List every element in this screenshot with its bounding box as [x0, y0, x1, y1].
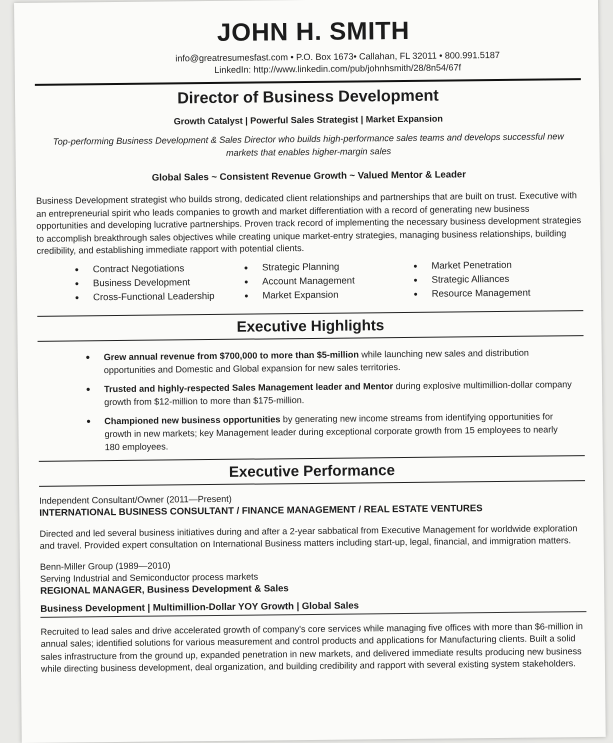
linkedin-line: LinkedIn: http://www.linkedin.com/pub/johnhsmith/28/8n54/67f	[214, 62, 462, 75]
competency-column-1	[75, 261, 245, 305]
job1-description: Directed and led several business initiatives during and after a 2-year sabbatical from Executive Management for worldwide exploration and travel. Provided expert consultation on International Business matters including start-up, legal, financial, and immigration matters.	[39, 522, 578, 551]
job1-role-dates: Independent Consultant/Owner (2011—Present)	[39, 493, 232, 506]
competency-item: • Market Penetration	[413, 258, 582, 274]
competency-item: • Contract Negotiations	[75, 261, 244, 277]
contact-info	[95, 48, 581, 77]
highlights-heading: Executive Highlights	[236, 316, 385, 336]
performance-heading: Executive Performance	[228, 461, 395, 481]
job1-title: INTERNATIONAL BUSINESS CONSULTANT / FINANCE MANAGEMENT / REAL ESTATE VENTURES	[39, 502, 483, 519]
highlight-text: by generating new income streams from identifying opportunities for growth in new markets; key Management leader during exceptional corporate growth from 15 employees to nearly 180 employees.	[104, 410, 558, 452]
profile-paragraph: Business Development strategist who builds strong, dedicated client relationships and partnerships that are built on trust. Executive with an entrepreneurial spirit who leads companies to growth and market differentiation with a record of generating new business opportunities and developing lucrative partnerships. Proven track record of implementing the necessary business development strategies to accomplish breakthrough sales objectives while creating unique market-entry strategies, managing business relationships, building credibility, and establishing immediate rapport with potential clients.	[36, 190, 582, 256]
key-strengths: Global Sales ~ Consistent Revenue Growth ~ Valued Mentor & Leader	[151, 169, 466, 184]
candidate-name: JOHN H. SMITH	[216, 16, 410, 47]
job2-title: REGIONAL MANAGER, Business Development & Sales	[40, 582, 289, 597]
job2-description: Recruited to lead sales and drive accelerated growth of company's core services while managing five offices with more than $6-million in annual sales; identified solutions for various measurement and control products and applications for Manufacturing clients. Built a solid sales infrastructure from the ground up, expanded penetration in new markets, and delivered immediate results producing new business while directing business development, deal organization, and building credibility and rapport with several existing system stakeholders.	[40, 620, 583, 674]
tagline: Growth Catalyst | Powerful Sales Strategist | Market Expansion	[173, 113, 443, 127]
competency-item: • Strategic Planning	[244, 259, 413, 275]
core-competencies	[37, 258, 583, 306]
job2-subheading: Business Development | Multimillion-Dollar YOY Growth | Global Sales	[40, 598, 586, 618]
competency-item: • Account Management	[244, 273, 413, 289]
headline: Director of Business Development	[177, 87, 439, 108]
competency-column-2	[244, 259, 414, 303]
job2-company: Benn-Miller Group (1989—2010)	[39, 559, 171, 572]
competency-column-3	[413, 258, 583, 302]
competency-item: • Business Development	[75, 275, 244, 291]
highlight-item	[86, 410, 574, 454]
competency-item: • Strategic Alliances	[414, 272, 583, 288]
highlight-bold: Grew annual revenue from $700,000 to more than $5-million	[103, 348, 359, 362]
highlight-item	[86, 378, 574, 409]
contact-line: info@greatresumesfast.com • P.O. Box 1673• Callahan, FL 32011 • 800.991.5187	[175, 49, 500, 64]
highlight-text: while launching new sales and distribution opportunities and Domestic and Global expansion for new sales territories.	[103, 347, 529, 375]
highlight-item	[86, 346, 574, 377]
competency-item: • Market Expansion	[244, 287, 413, 303]
header-rule	[35, 78, 581, 86]
highlights-list	[38, 346, 585, 455]
job2-industry: Serving Industrial and Semiconductor process markets	[39, 571, 259, 584]
resume-page	[14, 0, 606, 743]
highlight-text: during explosive multimillion-dollar company growth from $12-million to more than $175-million.	[104, 378, 572, 407]
competency-item: • Cross-Functional Leadership	[75, 289, 244, 305]
summary: Top-performing Business Development & Sales Director who builds high-performance sales teams and develops successful new markets that enables higher-margin sales	[52, 131, 564, 158]
highlight-bold: Championed new business opportunities	[104, 413, 281, 426]
highlight-bold: Trusted and highly-respected Sales Management leader and Mentor	[104, 380, 394, 394]
competency-item: • Resource Management	[414, 286, 583, 302]
